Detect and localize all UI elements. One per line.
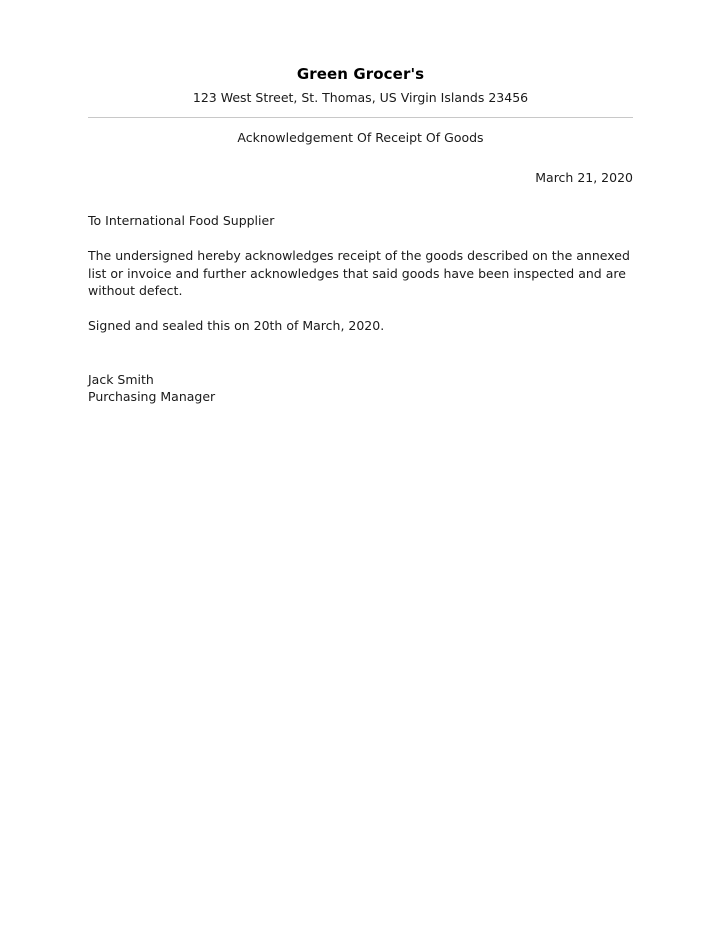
signature-block <box>88 371 633 406</box>
company-name: Green Grocer's <box>296 65 425 83</box>
letter-closing-line: Signed and sealed this on 20th of March, 2020. <box>88 317 385 333</box>
signatory-name: Jack Smith <box>88 371 154 387</box>
signatory-title: Purchasing Manager <box>88 389 216 404</box>
letter-date: March 21, 2020 <box>535 170 633 185</box>
company-address: 123 West Street, St. Thomas, US Virgin Islands 23456 <box>192 90 529 105</box>
letter-salutation: To International Food Supplier <box>88 213 275 228</box>
letterhead <box>88 0 633 107</box>
letter-body-paragraph: The undersigned hereby acknowledges receipt of the goods described on the annexed list or invoice and further acknowledges that said goods have been inspected and are without defect. <box>88 248 630 298</box>
document-subject-title: Acknowledgement Of Receipt Of Goods <box>237 130 484 145</box>
header-divider <box>88 117 633 118</box>
letter-content <box>88 0 633 406</box>
